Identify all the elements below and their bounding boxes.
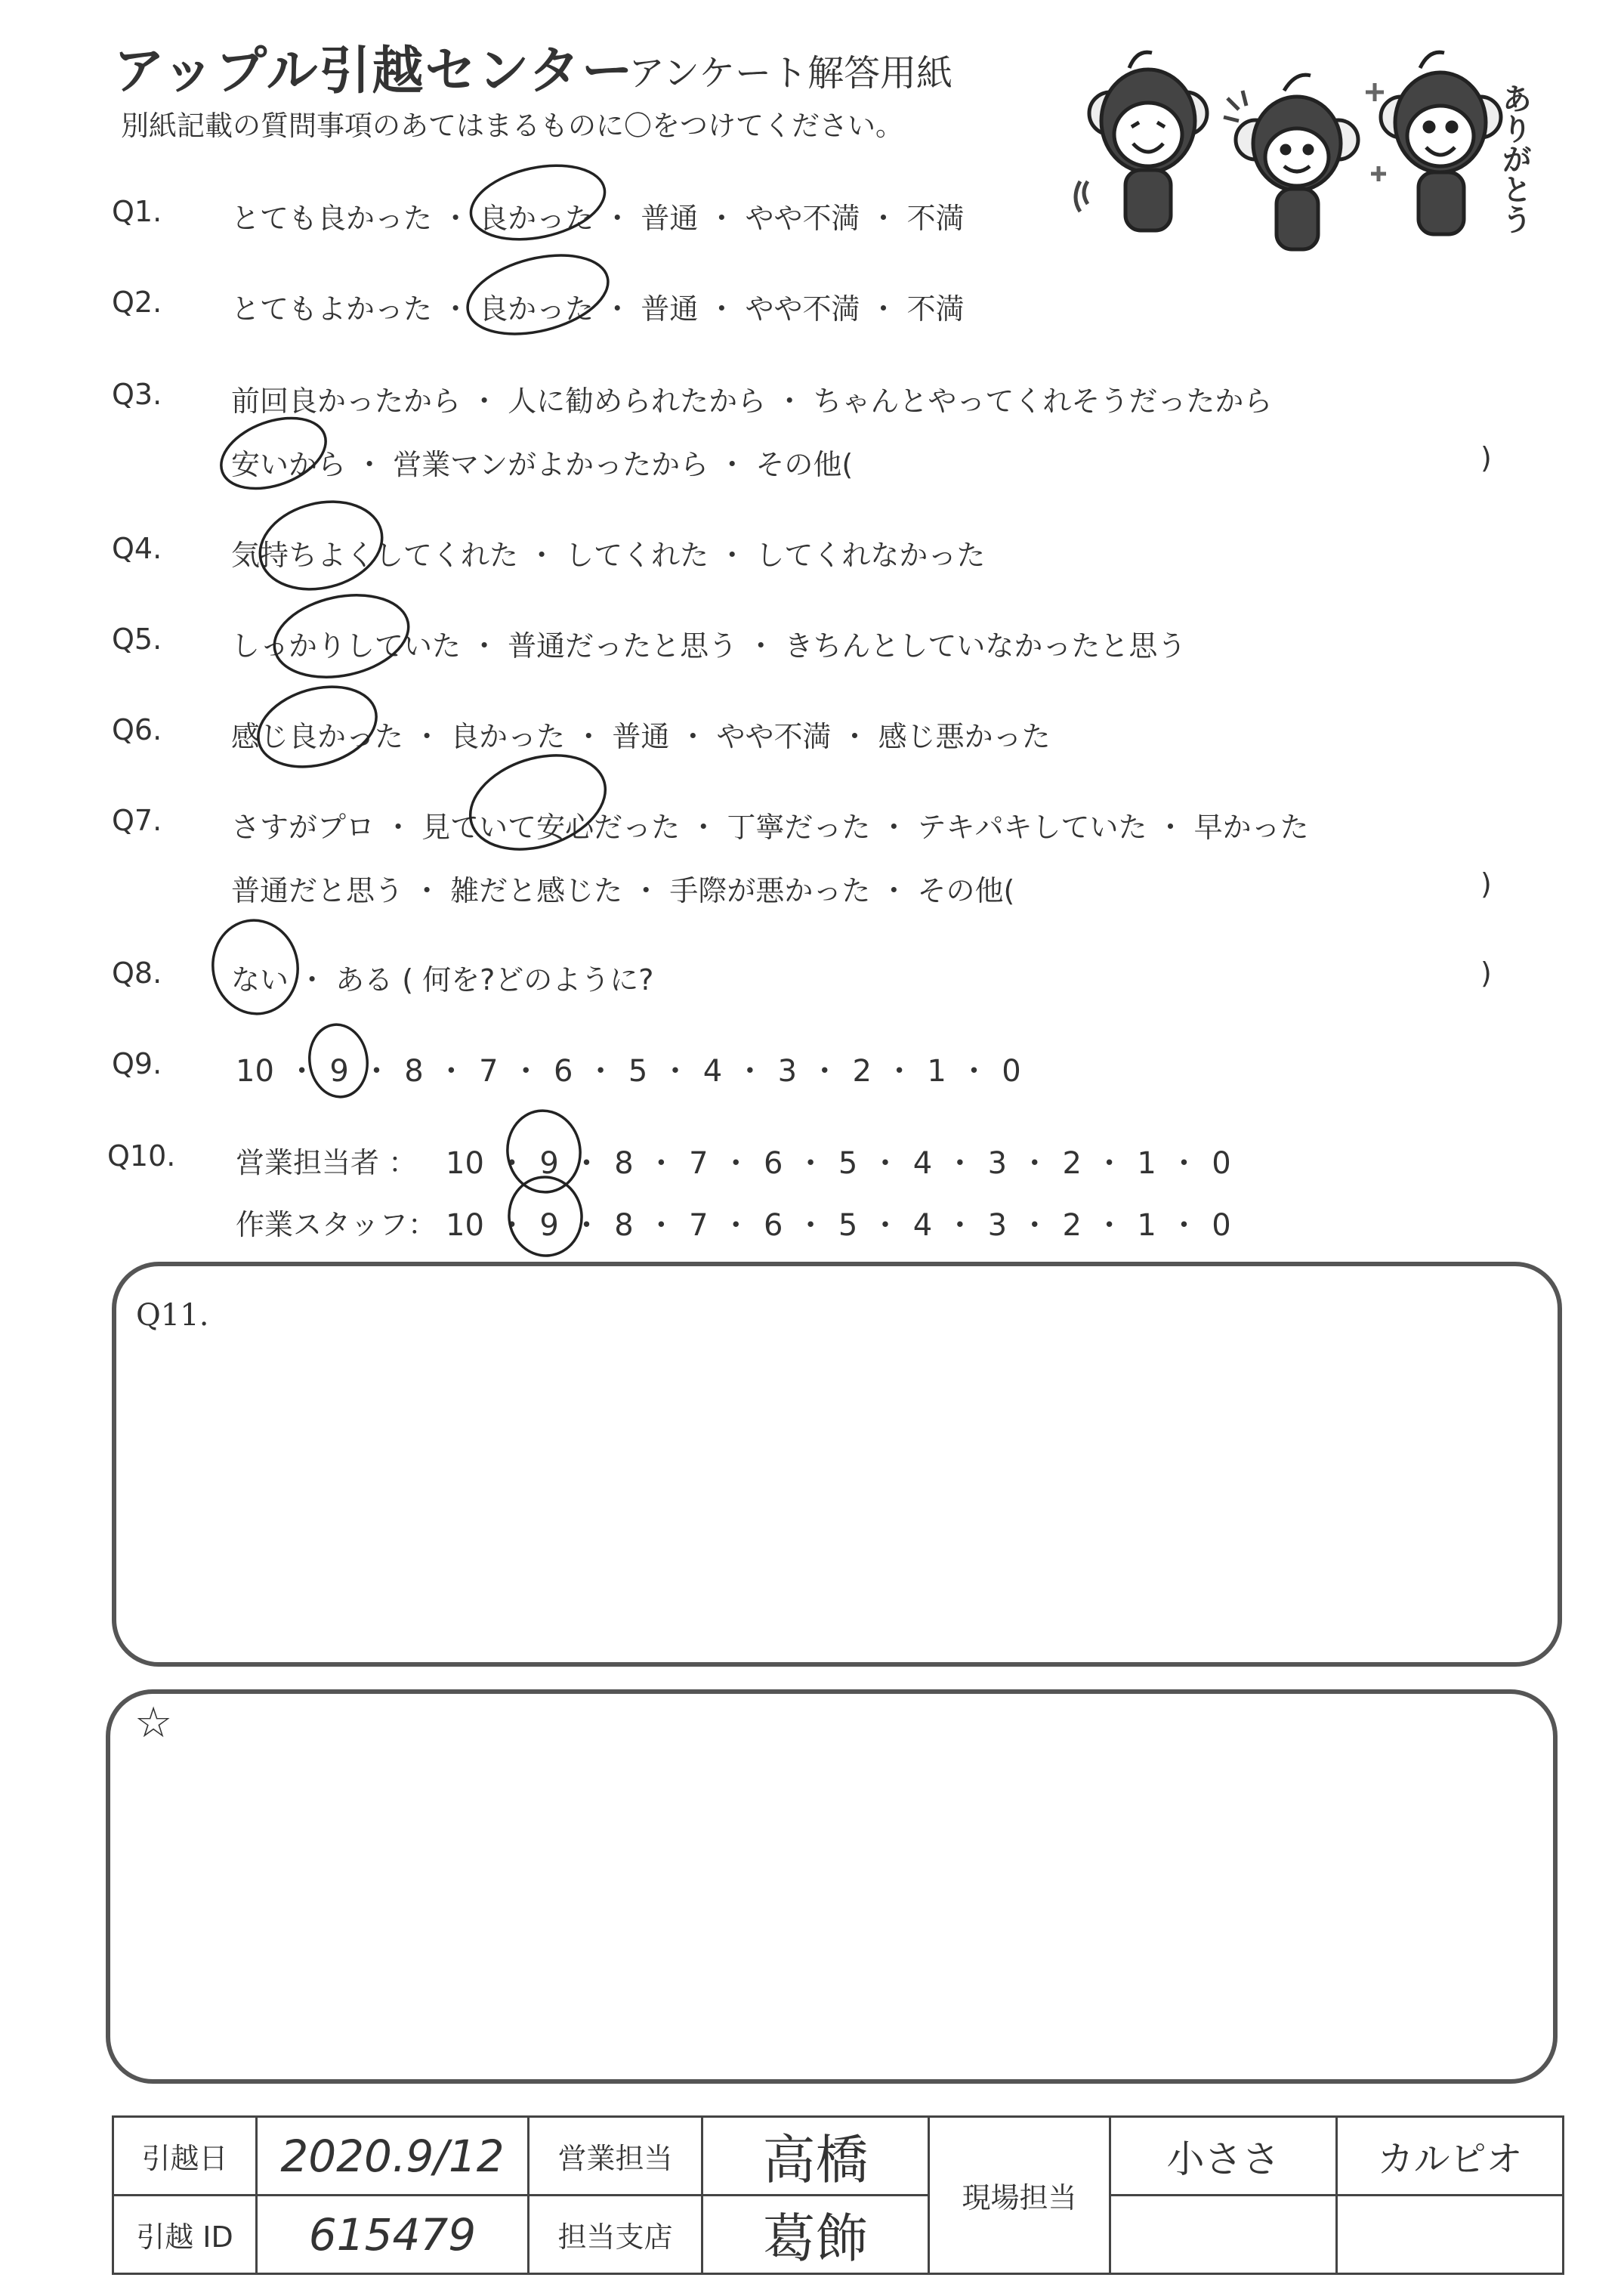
- q7-close-paren: ): [1480, 867, 1492, 901]
- q10-sales-selection-circle: [502, 1106, 585, 1197]
- q5-label: Q5.: [112, 623, 162, 656]
- form-instruction: 別紙記載の質問事項のあてはまるものに〇をつけてください。: [121, 110, 903, 142]
- q10-staff-scale[interactable]: 10 ・ 9 ・ 8 ・ 7 ・ 6 ・ 5 ・ 4 ・ 3 ・ 2 ・ 1 ・ 0: [446, 1208, 1231, 1243]
- q9-scale[interactable]: 10 ・ 9 ・ 8 ・ 7 ・ 6 ・ 5 ・ 4 ・ 3 ・ 2 ・ 1 ・ 0: [236, 1054, 1021, 1089]
- q1-label: Q1.: [112, 195, 162, 228]
- q6-selection-circle: [249, 674, 385, 780]
- q2-selection-circle: [459, 242, 616, 347]
- q9-selection-circle: [305, 1021, 372, 1101]
- q2-label: Q2.: [112, 286, 162, 319]
- q3-close-paren: ): [1480, 441, 1492, 474]
- q8-selection-circle: [205, 913, 305, 1021]
- q7-selection-circle: [458, 739, 618, 865]
- move-date-value[interactable]: 2020.9/12: [257, 2117, 529, 2196]
- sales-rep-label: 営業担当: [529, 2117, 702, 2196]
- q7-options-line2[interactable]: 普通だと思う ・ 雑だと感じた ・ 手際が悪かった ・ その他(: [231, 874, 1015, 907]
- site-rep-label: 現場担当: [929, 2117, 1110, 2274]
- site-rep-empty-2[interactable]: [1337, 2196, 1564, 2274]
- branch-value[interactable]: 葛飾: [702, 2196, 929, 2274]
- branch-label: 担当支店: [529, 2196, 702, 2274]
- q8-close-paren: ): [1480, 956, 1492, 990]
- q6-options[interactable]: 感じ良かった ・ 良かった ・ 普通 ・ やや不満 ・ 感じ悪かった: [231, 720, 1051, 753]
- q1-options[interactable]: とても良かった ・ 良かった ・ 普通 ・ やや不満 ・ 不満: [231, 202, 965, 235]
- q9-label: Q9.: [112, 1047, 162, 1080]
- q10-staff-label: 作業スタッフ：: [236, 1208, 437, 1241]
- q5-options[interactable]: しっかりしていた ・ 普通だったと思う ・ きちんとしていなかったと思う: [231, 629, 1187, 663]
- q3-label: Q3.: [112, 378, 162, 411]
- q7-label: Q7.: [112, 804, 162, 837]
- form-subtitle: アンケート解答用紙: [628, 52, 953, 94]
- q4-options[interactable]: 気持ちよくしてくれた ・ してくれた ・ してくれなかった: [231, 539, 986, 572]
- q8-label: Q8.: [112, 956, 162, 990]
- move-date-label: 引越日: [113, 2117, 257, 2196]
- star-comment-box[interactable]: [106, 1689, 1558, 2084]
- q8-options[interactable]: ない ・ ある ( 何を?どのように?: [231, 963, 654, 997]
- move-id-value[interactable]: 615479: [257, 2196, 529, 2274]
- q10-sales-scale[interactable]: 10 ・ 9 ・ 8 ・ 7 ・ 6 ・ 5 ・ 4 ・ 3 ・ 2 ・ 1 ・ 0: [446, 1146, 1231, 1181]
- q2-options[interactable]: とてもよかった ・ 良かった ・ 普通 ・ やや不満 ・ 不満: [231, 292, 965, 326]
- q10-staff-selection-circle: [505, 1173, 585, 1259]
- q11-label: Q11.: [136, 1298, 209, 1333]
- q4-selection-circle: [251, 490, 391, 601]
- sales-rep-value[interactable]: 高橋: [702, 2117, 929, 2196]
- q3-options-line1[interactable]: 前回良かったから ・ 人に勧められたから ・ ちゃんとやってくれそうだったから: [231, 385, 1273, 418]
- q4-label: Q4.: [112, 532, 162, 565]
- star-label: ☆: [134, 1698, 173, 1748]
- q10-label: Q10.: [107, 1139, 176, 1173]
- move-id-label: 引越 ID: [113, 2196, 257, 2274]
- thanks-text: ありがとう: [1497, 83, 1532, 234]
- site-rep-empty-1[interactable]: [1110, 2196, 1337, 2274]
- site-rep-value-2[interactable]: カルピオ: [1337, 2117, 1564, 2196]
- q11-comment-box[interactable]: [112, 1262, 1562, 1667]
- q10-sales-label: 営業担当者 ：: [236, 1146, 418, 1179]
- q1-selection-circle: [464, 154, 611, 250]
- q7-options-line1[interactable]: さすがプロ ・ 見ていて安心だった ・ 丁寧だった ・ テキパキしていた ・ 早かった: [231, 811, 1309, 844]
- move-info-table: [112, 2115, 1564, 2275]
- q3-options-line2[interactable]: 安いから ・ 営業マンがよかったから ・ その他(: [231, 448, 854, 481]
- site-rep-value-1[interactable]: 小ささ: [1110, 2117, 1337, 2196]
- q5-selection-circle: [267, 583, 416, 688]
- form-title: アップル引越センター: [113, 42, 634, 101]
- q6-label: Q6.: [112, 713, 162, 746]
- q3-selection-circle: [211, 405, 335, 502]
